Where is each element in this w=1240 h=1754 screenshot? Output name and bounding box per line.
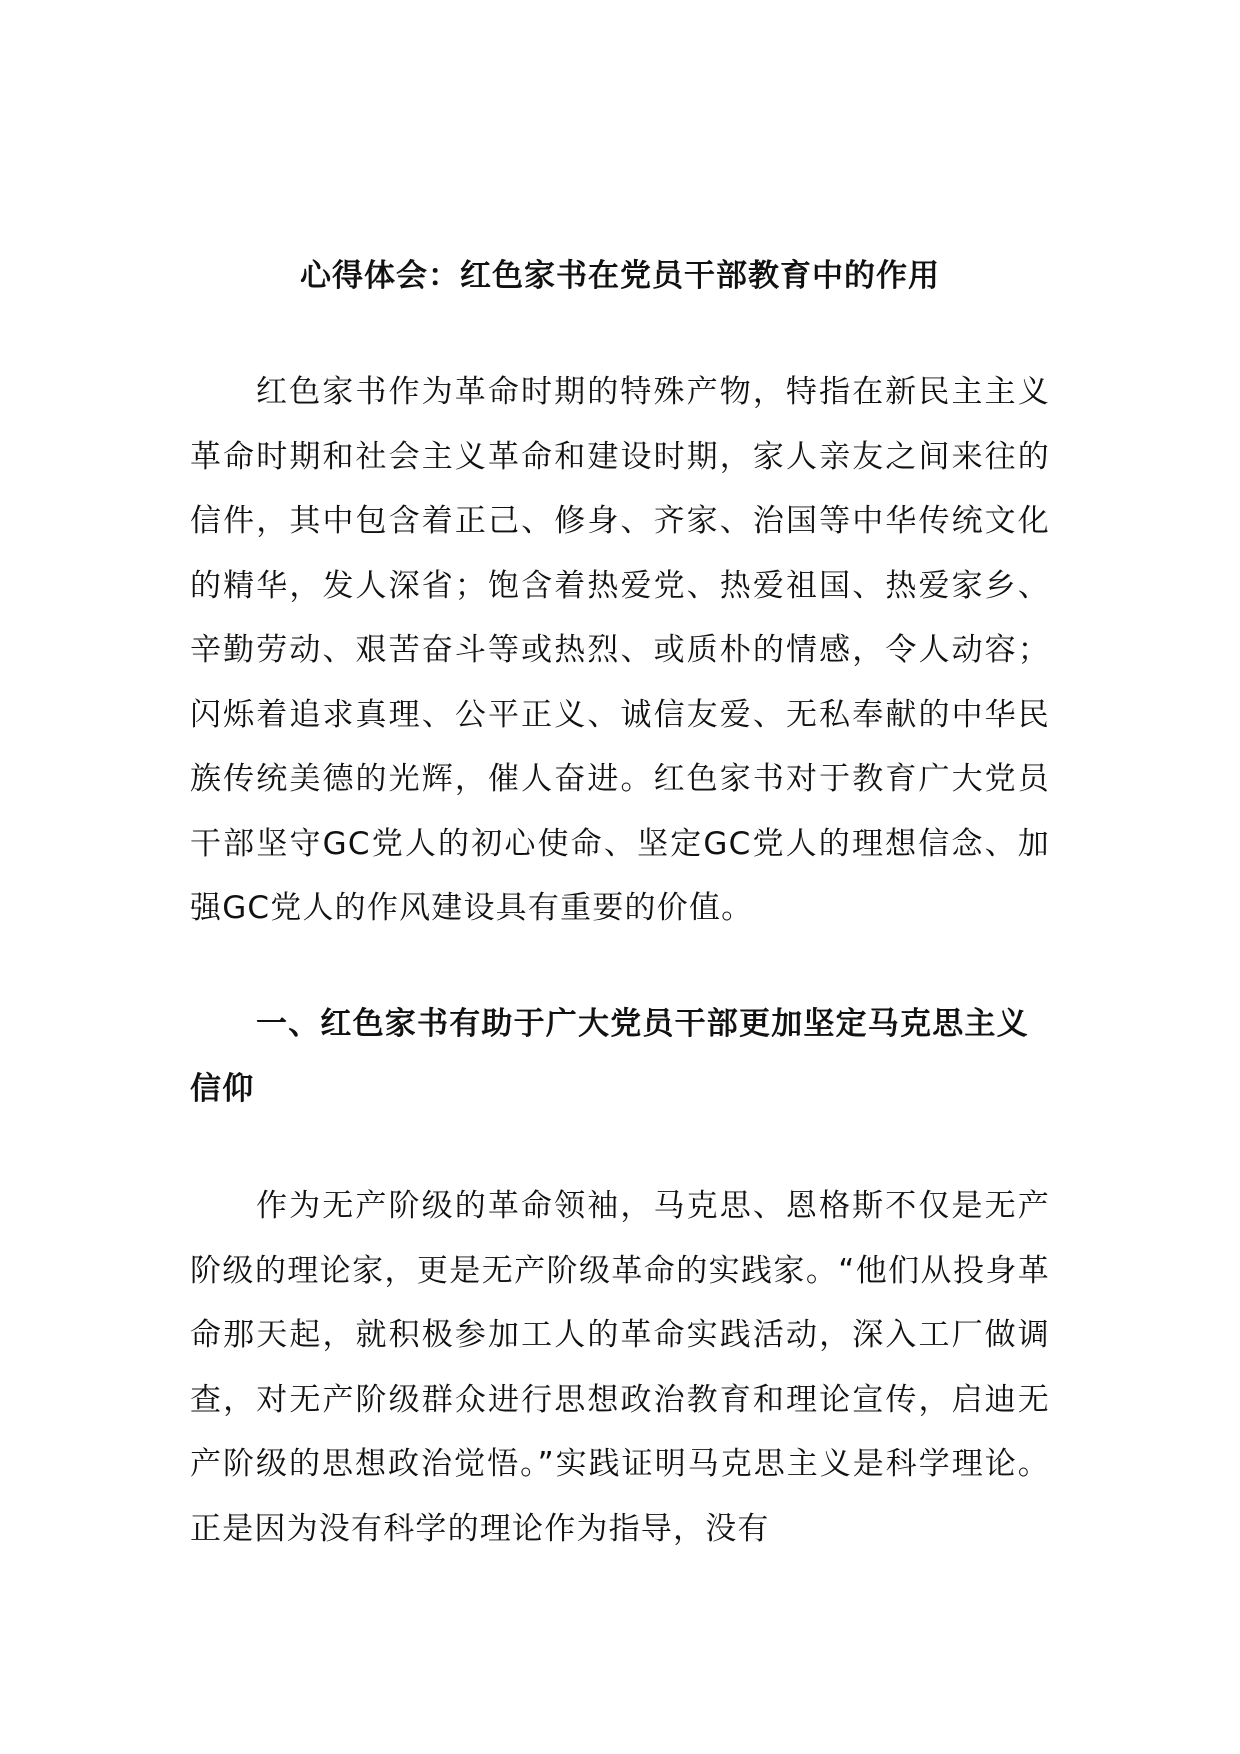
intro-paragraph: 红色家书作为革命时期的特殊产物，特指在新民主主义革命时期和社会主义革命和建设时期，家人亲友之间来往的信件，其中包含着正己、修身、齐家、治国等中华传统文化的精华，发人深省；饱含着热爱党、热爱祖国、热爱家乡、辛勤劳动、艰苦奋斗等或热烈、或质朴的情感，令人动容；闪烁着追求真理、公平正义、诚信友爱、无私奉献的中华民族传统美德的光辉，催人奋进。红色家书对于教育广大党员干部坚守GC党人的初心使命、坚定GC党人的理想信念、加强GC党人的作风建设具有重要的价值。: [190, 374, 1050, 926]
section-heading: 一、红色家书有助于广大党员干部更加坚定马克思主义信仰: [190, 1006, 1029, 1107]
document-title: 心得体会：红色家书在党员干部教育中的作用: [300, 258, 940, 294]
section-paragraph: 作为无产阶级的革命领袖，马克思、恩格斯不仅是无产阶级的理论家，更是无产阶级革命的实践家。“他们从投身革命那天起，就积极参加工人的革命实践活动，深入工厂做调查，对无产阶级群众进行思想政治教育和理论宣传，启迪无产阶级的思想政治觉悟。”实践证明马克思主义是科学理论。正是因为没有科学的理论作为指导，没有: [190, 1188, 1050, 1547]
